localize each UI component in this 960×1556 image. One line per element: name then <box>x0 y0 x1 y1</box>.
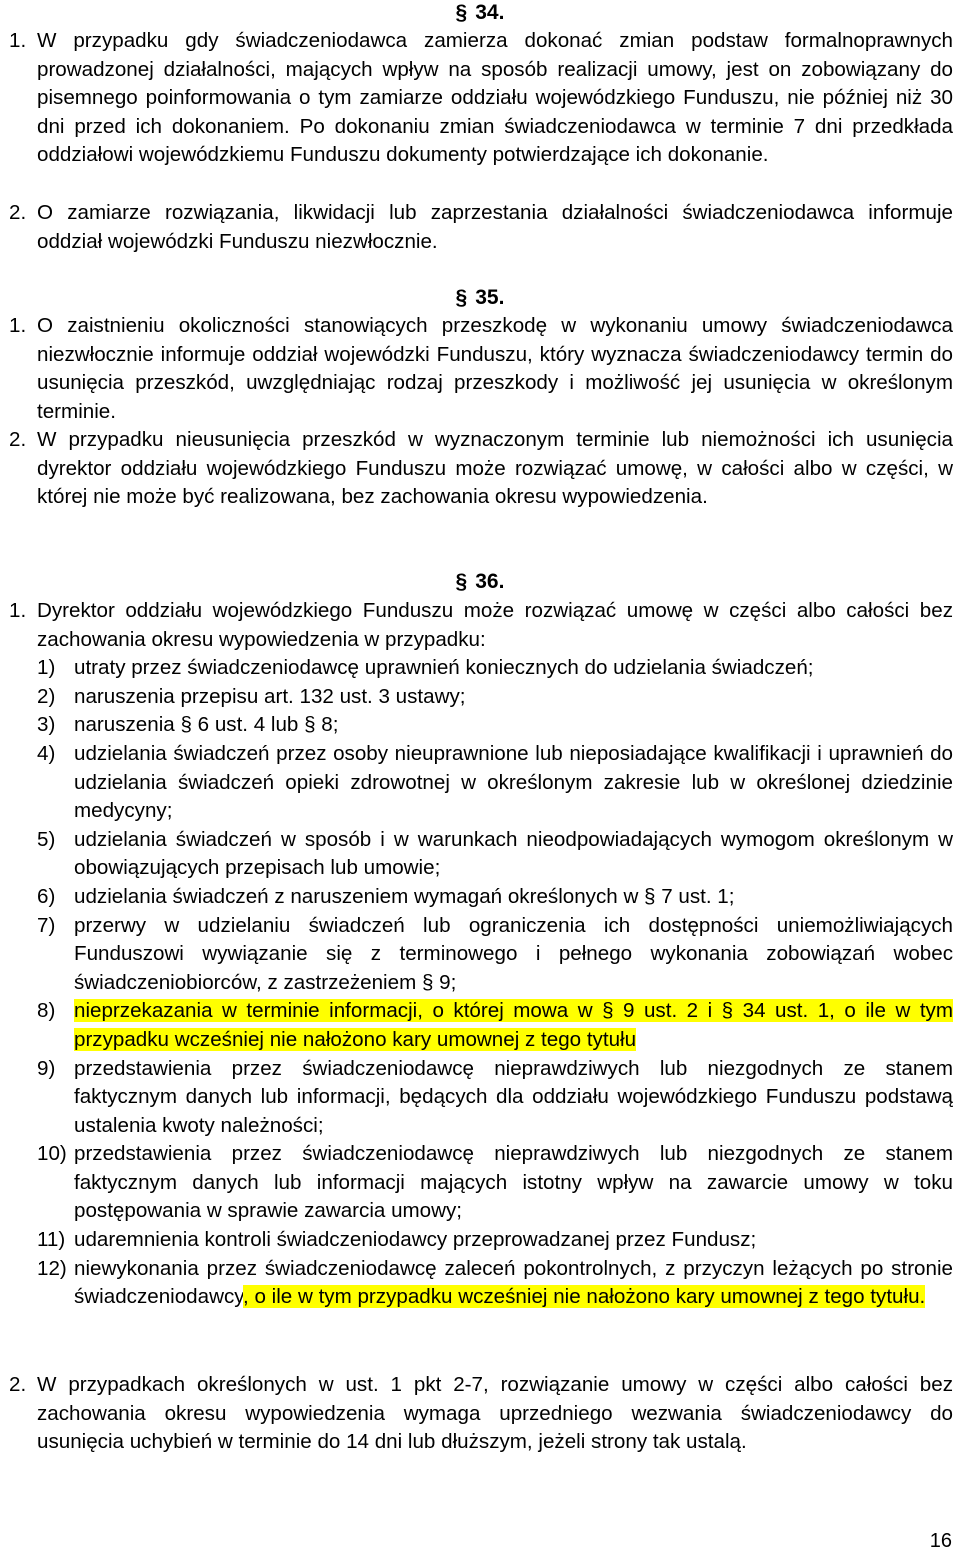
section-heading-35 <box>0 285 960 311</box>
item-number: 2) <box>37 684 56 708</box>
paragraph-text: W przypadku nieusunięcia przeszkód w wyznaczonym terminie lub niemożności ich usunięcia dyrektor oddziału wojewódzkiego Funduszu może rozwiązać umowę, w całości albo w części, w której nie może być realizowana, bez zachowania okresu wypowiedzenia. <box>37 428 953 509</box>
list-item <box>37 654 953 683</box>
paragraph-text: W przypadkach określonych w ust. 1 pkt 2-7, rozwiązanie umowy w części albo całości bez zachowania okresu wypowiedzenia wymaga uprzedniego wezwania świadczeniodawcy do usunięcia uchybień w terminie do 14 dni lub dłuższym, jeżeli strony tak ustalą. <box>37 1373 953 1454</box>
item-text-plain: niewykonania przez świadczeniodawcę zaleceń pokontrolnych, z przyczyn leżących po stronie świadczeniodawcy <box>74 1256 953 1309</box>
section-number: 35. <box>475 286 505 309</box>
item-text: naruszenia przepisu art. 132 ust. 3 ustawy; <box>74 684 466 708</box>
item-text: utraty przez świadczeniodawcę uprawnień koniecznych do udzielania świadczeń; <box>74 656 814 680</box>
paragraph-34-2 <box>9 199 953 256</box>
list-item-highlighted <box>37 1255 953 1312</box>
item-number: 8) <box>37 999 56 1023</box>
list-item <box>37 1226 953 1255</box>
item-text: udaremnienia kontroli świadczeniodawcy przeprowadzanej przez Fundusz; <box>74 1228 757 1252</box>
section-number: 36. <box>475 570 505 593</box>
list-item <box>37 912 953 998</box>
list-item <box>37 683 953 712</box>
item-text: udzielania świadczeń przez osoby nieuprawnione lub nieposiadające kwalifikacji i uprawnień do udzielania świadczeń opieki zdrowotnej w określonym zakresie lub w określonej dziedzinie medycyny; <box>74 741 953 823</box>
item-text: przerwy w udzielaniu świadczeń lub ograniczenia ich dostępności uniemożliwiających Funduszowi wywiązanie się z terminowego i pełnego wykonania zobowiązań wobec świadczeniobiorców, z zastrzeżeniem § 9; <box>74 913 953 994</box>
paragraph-number: 2. <box>9 1373 27 1396</box>
paragraph-text: O zaistnieniu okoliczności stanowiących przeszkodę w wykonaniu umowy świadczeniodawca niezwłocznie informuje oddział wojewódzki Funduszu, który wyznacza świadczeniodawcy termin do usunięcia przeszkód, uwzględniając rodzaj przeszkody i możliwość jej usunięcia w określonym terminie. <box>37 314 953 423</box>
item-number: 10) <box>37 1142 67 1166</box>
item-text <box>74 997 953 1054</box>
highlighted-text: , o ile w tym przypadku wcześniej nie nałożono kary umownej z tego tytułu. <box>243 1285 926 1309</box>
section-symbol: § <box>455 570 468 593</box>
item-number: 6) <box>37 884 56 908</box>
paragraph-text: Dyrektor oddziału wojewódzkiego Funduszu może rozwiązać umowę w części albo całości bez zachowania okresu wypowiedzenia w przypadku: <box>37 599 953 651</box>
list-item-highlighted <box>37 997 953 1054</box>
item-number: 5) <box>37 827 56 851</box>
section-symbol: § <box>455 1 468 24</box>
list-item <box>37 883 953 912</box>
paragraph-34-1 <box>9 27 953 170</box>
item-list <box>37 654 953 1312</box>
section-heading-34 <box>0 0 960 26</box>
paragraph-36-1 <box>9 597 953 1312</box>
item-text: przedstawienia przez świadczeniodawcę nieprawdziwych lub niezgodnych ze stanem faktycznym danych lub informacji, będących dla oddziału wojewódzkiego Funduszu podstawą ustalenia kwoty należności; <box>74 1056 953 1137</box>
item-number: 9) <box>37 1056 56 1080</box>
paragraph-35-2 <box>9 426 953 512</box>
item-text: przedstawienia przez świadczeniodawcę nieprawdziwych lub niezgodnych ze stanem faktycznym danych lub informacji mających istotny wpływ na zawarcie umowy w toku postępowania w sprawie zawarcia umowy; <box>74 1142 953 1223</box>
highlighted-text: nieprzekazania w terminie informacji, o której mowa w § 9 ust. 2 i § 34 ust. 1, o ile w tym przypadku wcześniej nie nałożono kary umownej z tego tytułu <box>74 999 953 1051</box>
section-number: 34. <box>475 1 505 24</box>
list-item <box>37 826 953 883</box>
item-text: udzielania świadczeń w sposób i w warunkach nieodpowiadających wymogom określonym w obowiązujących przepisach lub umowie; <box>74 827 953 880</box>
list-item <box>37 1055 953 1141</box>
paragraph-text: W przypadku gdy świadczeniodawca zamierza dokonać zmian podstaw formalnoprawnych prowadzonej działalności, mających wpływ na sposób realizacji umowy, jest on zobowiązany do pisemnego poinformowania o tym zamiarze oddziału wojewódzkiego Funduszu, nie później niż 30 dni przed ich dokonaniem. Po dokonaniu zmian świadczeniodawca w terminie 7 dni przedkłada oddziałowi wojewódzkiemu Funduszu dokumenty potwierdzające ich dokonanie. <box>37 29 953 167</box>
paragraph-36-2 <box>9 1371 953 1457</box>
paragraph-number: 1. <box>9 599 27 622</box>
item-text: naruszenia § 6 ust. 4 lub § 8; <box>74 713 339 737</box>
item-number: 12) <box>37 1256 67 1280</box>
paragraph-number: 1. <box>9 29 27 52</box>
section-heading-36 <box>0 569 960 595</box>
paragraph-number: 1. <box>9 314 27 337</box>
item-number: 4) <box>37 741 56 765</box>
paragraph-35-1 <box>9 312 953 426</box>
paragraph-text: O zamiarze rozwiązania, likwidacji lub zaprzestania działalności świadczeniodawca informuje oddział wojewódzki Funduszu niezwłocznie. <box>37 201 953 253</box>
paragraph-number: 2. <box>9 201 27 224</box>
item-number: 11) <box>37 1228 66 1252</box>
item-text: udzielania świadczeń z naruszeniem wymagań określonych w § 7 ust. 1; <box>74 884 735 908</box>
item-number: 1) <box>37 656 56 680</box>
list-item <box>37 740 953 826</box>
item-text <box>74 1255 953 1312</box>
section-symbol: § <box>455 286 468 309</box>
list-item <box>37 711 953 740</box>
page-number: 16 <box>929 1530 952 1552</box>
paragraph-number: 2. <box>9 428 27 451</box>
list-item <box>37 1140 953 1226</box>
item-number: 3) <box>37 713 56 737</box>
item-number: 7) <box>37 913 56 937</box>
